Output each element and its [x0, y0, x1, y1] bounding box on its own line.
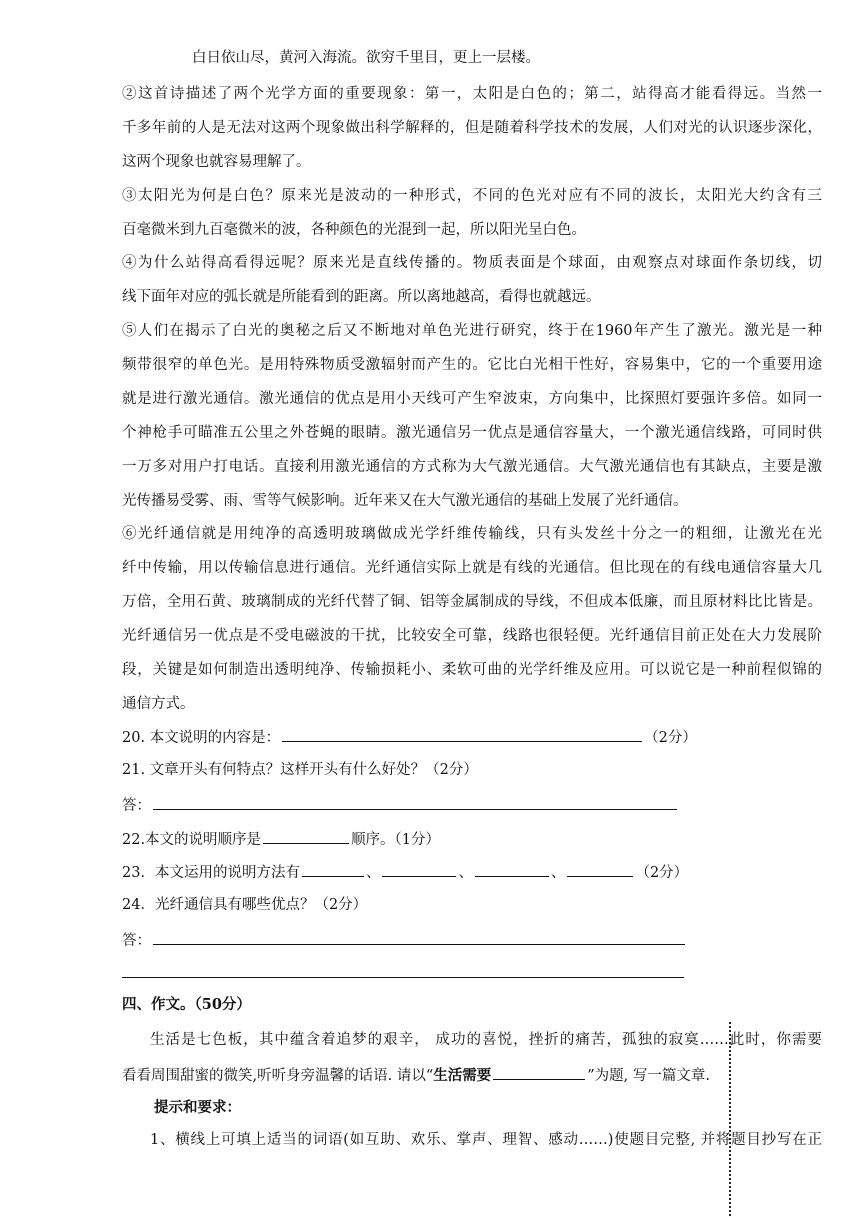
- question-23: [122, 861, 822, 883]
- paragraph-5-line: 就是进行激光通信。激光通信的优点是用小天线可产生窄波束，方向集中，比探照灯要强许多倍。如同一: [122, 391, 822, 407]
- paragraph-5-line: ⑤人们在揭示了白光的奥秘之后又不断地对单色光进行研究，终于在1960年产生了激光。激光是一种: [122, 323, 822, 339]
- paragraph-4-line: ④为什么站得高看得远呢？原来光是直线传播的。物质表面是个球面，由观察点对球面作条切线，切: [122, 255, 822, 271]
- question-20: [122, 726, 822, 748]
- hint-1-line: 1、横线上可填上适当的词语(如互助、欢乐、掌声、理智、感动……)使题目完整, 并将题目抄写在正: [150, 1132, 822, 1148]
- binding-dotted-line: [729, 1022, 731, 1216]
- paragraph-3-line: 百毫微米到九百毫微米的波，各种颜色的光混到一起，所以阳光呈白色。: [122, 222, 586, 238]
- separator: 、: [550, 865, 566, 881]
- separator: 、: [365, 865, 381, 881]
- question-22: [122, 828, 822, 850]
- question-21: 21. 文章开头有何特点？这样开头有什么好处？（2分）: [122, 762, 478, 778]
- section-4-title: 四、作文。（50分）: [122, 996, 251, 1013]
- paragraph-6-line: 纤中传输，用以传输信息进行通信。光纤通信实际上就是有线的光通信。但比现在的有线电通信容量大几: [122, 560, 822, 576]
- answer-label: 答：: [122, 933, 151, 949]
- question-23-prompt: 23．本文运用的说明方法有: [122, 865, 300, 881]
- question-21-answer: [122, 794, 822, 816]
- paragraph-6-line: 万倍，全用石黄、玻璃制成的光纤代替了铜、铝等金属制成的导线，不但成本低廉，而且原材料比比皆是。: [122, 594, 822, 610]
- paragraph-2-line: 千多年前的人是无法对这两个现象做出科学解释的，但是随着科学技术的发展，人们对光的认识逐步深化，: [122, 120, 822, 136]
- paragraph-6-line: 通信方式。: [122, 696, 195, 712]
- essay-prompt-text: ”为题, 写一篇文章.: [587, 1068, 710, 1084]
- poem-line: 白日依山尽，黄河入海流。欲穷千里目，更上一层楼。: [192, 50, 540, 66]
- essay-title-blank[interactable]: [493, 1064, 585, 1080]
- answer-blank[interactable]: [382, 861, 456, 877]
- paragraph-2-line: ②这首诗描述了两个光学方面的重要现象：第一，太阳是白色的；第二，站得高才能看得远。当然一: [122, 86, 822, 102]
- answer-blank[interactable]: [302, 861, 364, 877]
- paragraph-6-line: ⑥光纤通信就是用纯净的高透明玻璃做成光学纤维传输线，只有头发丝十分之一的粗细，让激光在光: [122, 526, 822, 542]
- paragraph-4-line: 线下面年对应的弧长就是所能看到的距离。所以离地越高，看得也就越远。: [122, 289, 601, 305]
- paragraph-2-line: 这两个现象也就容易理解了。: [122, 154, 311, 170]
- answer-blank[interactable]: [475, 861, 549, 877]
- hint-title: 提示和要求：: [154, 1099, 241, 1116]
- essay-prompt-line: [122, 1064, 822, 1086]
- answer-blank[interactable]: [153, 929, 685, 945]
- question-22-suffix: 顺序。（1分）: [351, 832, 441, 848]
- answer-blank-line[interactable]: [122, 977, 684, 978]
- essay-title-bold: 生活需要: [433, 1067, 492, 1084]
- answer-blank[interactable]: [263, 828, 349, 844]
- paragraph-5-line: 光传播易受雾、雨、雪等气候影响。近年来又在大气激光通信的基础上发展了光纤通信。: [122, 493, 688, 509]
- paragraph-6-line: 光纤通信另一优点是不受电磁波的干扰，比较安全可靠，线路也很轻便。光纤通信目前正处在大力发展阶: [122, 628, 822, 644]
- question-20-score: （2分）: [644, 730, 697, 746]
- separator: 、: [458, 865, 473, 881]
- question-24: 24．光纤通信具有哪些优点？（2分）: [122, 897, 368, 913]
- paragraph-5-line: 个神枪手可瞄准五公里之外苍蝇的眼睛。激光通信另一优点是通信容量大，一个激光通信线路，可同时供: [122, 425, 822, 441]
- paragraph-3-line: ③太阳光为何是白色？原来光是波动的一种形式，不同的色光对应有不同的波长，太阳光大约含有三: [122, 188, 822, 204]
- answer-blank[interactable]: [153, 794, 677, 810]
- question-22-prompt: 22.本文的说明顺序是: [122, 832, 262, 848]
- essay-prompt-line: 生活是七色板，其中蕴含着追梦的艰辛， 成功的喜悦，挫折的痛苦，孤独的寂寞……此时，你需要: [150, 1032, 822, 1048]
- question-23-score: （2分）: [635, 865, 689, 881]
- paragraph-5-line: 一万多对用户打电话。直接利用激光通信的方式称为大气激光通信。大气激光通信也有其缺点，主要是激: [122, 459, 822, 475]
- answer-blank[interactable]: [282, 726, 642, 742]
- question-20-prompt: 20. 本文说明的内容是：: [122, 730, 281, 746]
- paragraph-5-line: 频带很窄的单色光。是用特殊物质受激辐射而产生的。它比白光相干性好，容易集中，它的一个重要用途: [122, 357, 822, 373]
- answer-label: 答：: [122, 798, 151, 814]
- question-24-answer: [122, 929, 822, 951]
- paragraph-6-line: 段，关键是如何制造出透明纯净、传输损耗小、柔软可曲的光学纤维及应用。可以说它是一种前程似锦的: [122, 662, 822, 678]
- answer-blank[interactable]: [567, 861, 633, 877]
- essay-prompt-text: 看看周围甜蜜的微笑,听听身旁温馨的话语. 请以“: [122, 1068, 434, 1084]
